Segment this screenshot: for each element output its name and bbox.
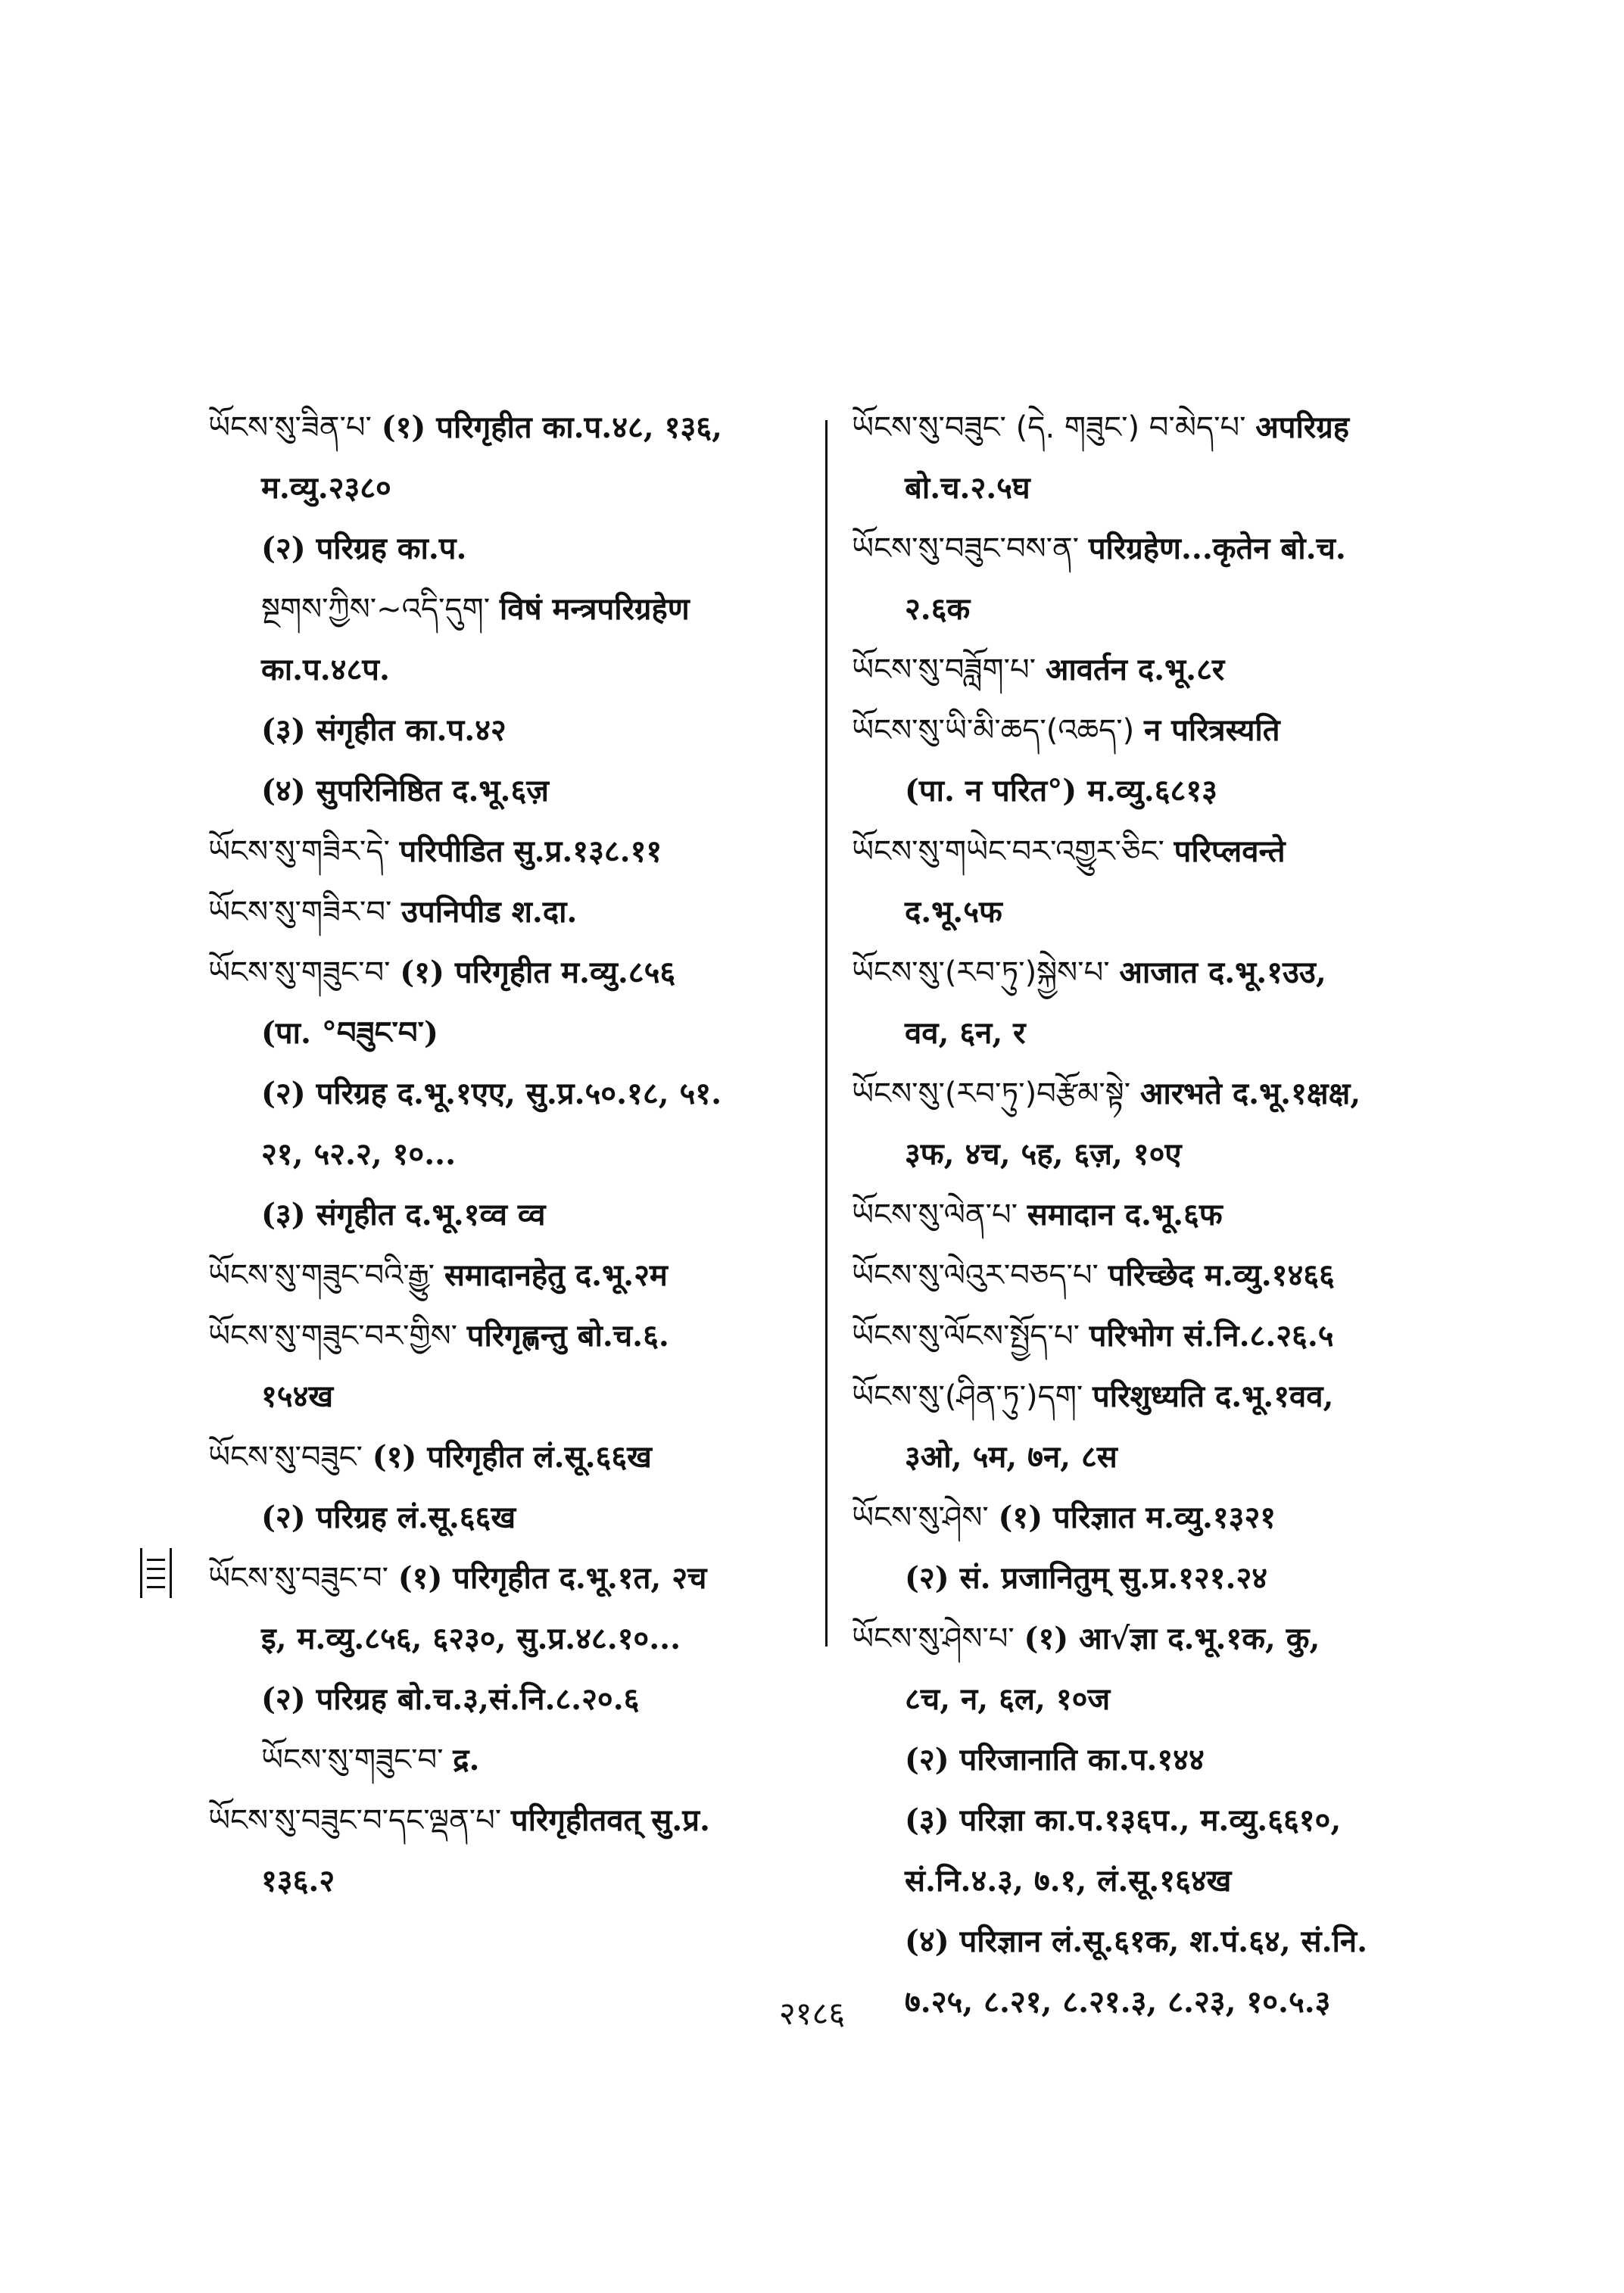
tibetan-headword: ཡོངས་སུ་བཟུང་ [208, 1440, 363, 1475]
dictionary-sense-line [208, 1851, 814, 1911]
tibetan-headword: ཡོངས་སུ་གཟིར་དེ་ [208, 834, 390, 869]
sanskrit-equivalent: (१) परिज्ञात म.व्यु.१३२१ [998, 1500, 1276, 1535]
dictionary-sense-line [852, 1851, 1457, 1911]
dictionary-headword-line [852, 1306, 1457, 1366]
sanskrit-equivalent: (पा. न परित°) म.व्यु.६८१३ [905, 773, 1217, 808]
sanskrit-equivalent: विषं मन्त्रपरिग्रहेण [499, 591, 690, 627]
sanskrit-equivalent: समादानहेतु द.भू.२म [444, 1257, 668, 1293]
sanskrit-equivalent: आवर्तन द.भू.८र [1045, 652, 1225, 687]
sanskrit-equivalent: आजात द.भू.१उउ, [1119, 955, 1326, 990]
sanskrit-equivalent: २.६क [905, 591, 971, 627]
dictionary-headword-line [208, 942, 814, 1003]
tibetan-headword: སྔགས་ཀྱིས་~འདི་དུག་ [261, 592, 491, 627]
sanskrit-equivalent: सं.नि.४.३, ७.१, लं.सू.१६४ख [905, 1863, 1232, 1899]
sanskrit-equivalent: परिभोग सं.नि.८.२६.५ [1089, 1318, 1334, 1354]
dictionary-headword-line [852, 1185, 1457, 1245]
dictionary-sense-line [852, 1911, 1457, 1972]
sanskrit-equivalent: ७.२५, ८.२१, ८.२१.३, ८.२३, १०.५.३ [905, 1984, 1331, 2020]
dictionary-headword-line [208, 1427, 814, 1488]
tibetan-headword: ཡོངས་སུ་གཟུང་བ་ [261, 1743, 444, 1777]
sanskrit-equivalent: (२) परिजानाति का.प.१४४ [905, 1742, 1205, 1777]
dictionary-sense-line [208, 458, 814, 519]
tibetan-headword: ཡོངས་སུ་ཟིན་པ་ [208, 410, 372, 445]
dictionary-headword-line [208, 821, 814, 882]
tibetan-headword: ཡོངས་སུ་(ཤིན་ཏུ་)དག་ [852, 1379, 1083, 1414]
dictionary-sense-line [208, 1124, 814, 1185]
tibetan-headword: ཡོངས་སུ་ཤེས་ [852, 1500, 989, 1535]
dictionary-sense-line [852, 1124, 1457, 1185]
sanskrit-equivalent: ३ओ, ५म, ७न, ८स [905, 1439, 1117, 1475]
sanskrit-equivalent: परिच्छेद म.व्यु.१४६६ [1108, 1257, 1335, 1293]
sanskrit-equivalent: (३) परिज्ञा का.प.१३६प., म.व्यु.६६१०, [905, 1802, 1342, 1838]
tibetan-headword: ཡོངས་སུ་བཟུང་བ་ [208, 1561, 388, 1596]
sanskrit-equivalent: ८च, न, ६ल, १०ज [905, 1681, 1111, 1717]
sanskrit-equivalent: (२) सं. प्रजानितुम् सु.प्र.१२१.२४ [905, 1560, 1268, 1596]
dictionary-headword-line [852, 1366, 1457, 1427]
sanskrit-equivalent: परिशुध्यति द.भू.१वव, [1093, 1379, 1334, 1414]
sanskrit-equivalent: (पा. °བཟུང་བ་) [261, 1015, 438, 1051]
dictionary-sense-line [208, 700, 814, 761]
sanskrit-equivalent: समादान द.भू.६फ [1027, 1197, 1223, 1232]
dictionary-sense-line [852, 1730, 1457, 1790]
sanskrit-equivalent: (२) परिग्रह द.भू.१एए, सु.प्र.५०.१८, ५१. [261, 1076, 722, 1111]
dictionary-headword-line [208, 882, 814, 942]
sanskrit-equivalent: द.भू.५फ [905, 894, 1002, 930]
sanskrit-equivalent: (२) परिग्रह लं.सू.६६ख [261, 1500, 516, 1535]
tibetan-headword: ཡོངས་སུ་གཟུང་བའི་རྒྱུ་ [208, 1258, 435, 1293]
sanskrit-equivalent: परिपीडित सु.प्र.१३८.११ [399, 833, 662, 869]
tibetan-headword: ཡོངས་སུ་ལོངས་སྤྱོད་པ་ [852, 1319, 1080, 1354]
sanskrit-equivalent: म.व्यु.२३८० [261, 470, 391, 506]
sanskrit-equivalent: (३) संगृहीत द.भू.१व्व व्व [261, 1197, 546, 1232]
sanskrit-equivalent: १५४ख [261, 1379, 334, 1414]
dictionary-headword-line [852, 1609, 1457, 1669]
dictionary-sense-line [208, 1609, 814, 1669]
dictionary-sense-line [852, 761, 1457, 821]
dictionary-headword-line [852, 942, 1457, 1003]
dictionary-sense-line [852, 1003, 1457, 1064]
sanskrit-equivalent: (१) आ√ज्ञा द.भू.१क, कु, [1024, 1621, 1320, 1656]
sanskrit-equivalent: अपरिग्रह [1255, 410, 1350, 445]
tibetan-headword: ཡོངས་སུ་བཟུང་བ་དང་ལྡན་པ་ [208, 1803, 502, 1838]
dictionary-headword-line [208, 1245, 814, 1306]
dictionary-headword-line [208, 1306, 814, 1366]
dictionary-sense-line [208, 519, 814, 579]
dictionary-sense-line [852, 458, 1457, 519]
sanskrit-equivalent: परिगृहीतवत् सु.प्र. [510, 1802, 710, 1838]
tibetan-headword: ཡོངས་སུ་ལེའུར་བཅད་པ་ [852, 1258, 1099, 1293]
sanskrit-equivalent: (४) परिज्ञान लं.सू.६१क, श.पं.६४, सं.नि. [905, 1924, 1368, 1959]
sanskrit-equivalent: (१) परिगृहीत का.प.४८, १३६, [381, 410, 722, 445]
dictionary-sense-line [852, 1548, 1457, 1609]
page-number: २१८६ [778, 1995, 846, 2032]
sanskrit-equivalent: परिगृह्णन्तु बो.च.६. [466, 1318, 669, 1354]
tibetan-headword: ཡོངས་སུ་གཟིར་བ་ [208, 895, 392, 930]
dictionary-sense-line [208, 1003, 814, 1064]
dictionary-headword-line [852, 640, 1457, 700]
margin-marker-icon [140, 1548, 172, 1598]
sanskrit-equivalent: वव, ६न, र [905, 1015, 1026, 1051]
sanskrit-equivalent: द्र. [453, 1742, 480, 1777]
dictionary-headword-line [208, 1790, 814, 1851]
dictionary-headword-line [852, 397, 1457, 458]
dictionary-sense-line [208, 1488, 814, 1548]
dictionary-sense-line [208, 640, 814, 700]
sanskrit-equivalent: (३) संगृहीत का.प.४२ [261, 712, 507, 748]
dictionary-sense-line [208, 1185, 814, 1245]
tibetan-headword: ཡོངས་སུ་ལེན་པ་ [852, 1198, 1018, 1232]
dictionary-headword-line [852, 1245, 1457, 1306]
sanskrit-equivalent: का.प.४८प. [261, 652, 390, 687]
sanskrit-equivalent: १३६.२ [261, 1863, 335, 1899]
tibetan-headword: ཡོངས་སུ་ཡི་མི་ཆད་(འཆད་) [852, 713, 1135, 748]
dictionary-headword-line [208, 579, 814, 640]
sanskrit-equivalent: (२) परिग्रह बो.च.३,सं.नि.८.२०.६ [261, 1681, 640, 1717]
left-column [208, 397, 814, 1911]
dictionary-sense-line [852, 1427, 1457, 1488]
sanskrit-equivalent: बो.च.२.५घ [905, 470, 1030, 506]
sanskrit-equivalent: (१) परिगृहीत द.भू.१त, २च [397, 1560, 707, 1596]
tibetan-headword: ཡོངས་སུ་(རབ་ཏུ་)སྐྱེས་པ་ [852, 955, 1110, 990]
sanskrit-equivalent: (१) परिगृहीत म.व्यु.८५६ [400, 955, 676, 990]
sanskrit-equivalent: परिप्लवन्ते [1174, 833, 1286, 869]
dictionary-sense-line [852, 882, 1457, 942]
dictionary-sense-line [208, 761, 814, 821]
tibetan-headword: ཡོངས་སུ་གཟུང་བ་ [208, 955, 391, 990]
right-column [852, 397, 1457, 2033]
tibetan-headword: ཡོངས་སུ་བཟུང་བས་ན་ [852, 531, 1080, 566]
sanskrit-equivalent: आरभते द.भू.१क्षक्ष, [1139, 1076, 1361, 1111]
sanskrit-equivalent: (१) परिगृहीत लं.सू.६६ख [372, 1439, 652, 1475]
sanskrit-equivalent: न परित्रस्यति [1143, 712, 1280, 748]
sanskrit-equivalent: उपनिपीड श.दा. [401, 894, 578, 930]
dictionary-sense-line [208, 1669, 814, 1730]
dictionary-headword-line [852, 821, 1457, 882]
dictionary-headword-line [208, 1548, 814, 1609]
column-divider [825, 420, 828, 1647]
tibetan-headword: ཡོངས་སུ་བཟློག་པ་ [852, 653, 1036, 687]
dictionary-sense-line [852, 579, 1457, 640]
sanskrit-equivalent: (२) परिग्रह का.प. [261, 531, 467, 566]
dictionary-sense-line [208, 1366, 814, 1427]
tibetan-headword: ཡོངས་སུ་གཡེང་བར་འགྱུར་ཅིང་ [852, 834, 1164, 869]
sanskrit-equivalent: २१, ५२.२, १०... [261, 1136, 457, 1172]
sanskrit-equivalent: ३फ, ४च, ५ह, ६ज़, १०ए [905, 1136, 1182, 1172]
dictionary-headword-line [852, 519, 1457, 579]
tibetan-headword: ཡོངས་སུ་བཟུང་ (དེ. གཟུང་) བ་མེད་པ་ [852, 410, 1246, 445]
sanskrit-equivalent: इ, म.व्यु.८५६, ६२३०, सु.प्र.४८.१०... [261, 1621, 681, 1656]
sanskrit-equivalent: (४) सुपरिनिष्ठित द.भू.६ज़ [261, 773, 549, 808]
dictionary-sense-line [852, 1669, 1457, 1730]
dictionary-headword-line [208, 1730, 814, 1790]
tibetan-headword: ཡོངས་སུ་(རབ་ཏུ་)བརྩོམ་སྟེ་ [852, 1076, 1131, 1111]
dictionary-headword-line [852, 1064, 1457, 1124]
sanskrit-equivalent: परिग्रहेण...कृतेन बो.च. [1088, 531, 1346, 566]
dictionary-sense-line [852, 1790, 1457, 1851]
tibetan-headword: ཡོངས་སུ་ཤེས་པ་ [852, 1622, 1015, 1656]
dictionary-headword-line [852, 1488, 1457, 1548]
dictionary-sense-line [208, 1064, 814, 1124]
dictionary-headword-line [852, 700, 1457, 761]
tibetan-headword: ཡོངས་སུ་གཟུང་བར་གྱིས་ [208, 1319, 457, 1354]
dictionary-headword-line [208, 397, 814, 458]
